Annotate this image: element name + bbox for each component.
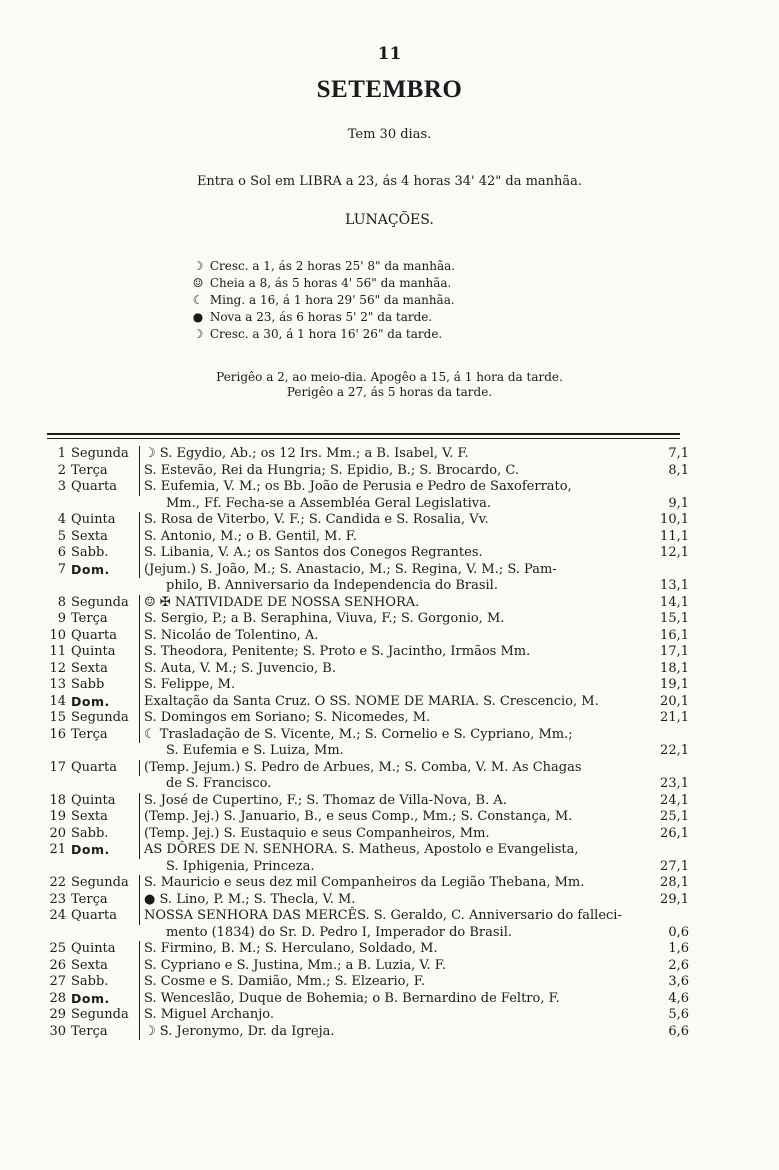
day-description [140,628,643,645]
day-number: 12 [49,660,66,676]
day-description [140,1007,643,1024]
day-row [44,595,689,612]
moon-phase-icon: ☽ [144,446,160,461]
saints-text: S. Cosme e S. Damião, Mm.; S. Elzeario, F. [144,974,425,989]
moon-age-value: 26,1 [660,825,689,841]
day-number: 11 [49,644,66,659]
saints-text-continued: mento (1834) do Sr. D. Pedro I, Imperador do Brasil. [166,924,513,940]
lunations-list [190,258,550,343]
saints-text: Exaltação da Santa Cruz. O SS. NOME DE MARIA. S. Crescencio, M. [144,693,599,709]
day-number: 19 [49,809,66,824]
day-description [140,694,643,711]
weekday: Sexta [66,529,140,546]
day-number: 15 [49,710,66,725]
weekday: Dom. [66,991,140,1008]
saints-text: S. Domingos em Soriano; S. Nicomedes, M. [144,710,431,725]
day-description [140,545,643,562]
moon-phase-icon: ● [144,891,160,907]
moon-age-value: 22,1 [660,743,689,758]
day-description [140,892,643,909]
saints-text: (Temp. Jej.) S. Januario, B., e seus Comp., Mm.; S. Constança, M. [144,809,573,824]
saints-text: S. Firmino, B. M.; S. Herculano, Soldado, M. [144,941,438,956]
day-number: 30 [49,1023,66,1039]
saints-text: (Jejum.) S. João, M.; S. Anastacio, M.; S. Regina, V. M.; S. Pam- [144,561,557,577]
saints-text: S. Felippe, M. [144,677,236,692]
moon-age-value: 15,1 [660,611,689,626]
moon-age-value: 9,1 [668,495,689,511]
moon-age-value: 20,1 [660,693,689,709]
day-number: 27 [49,974,66,989]
day-number: 7 [57,561,66,577]
moon-age-value: 11,1 [660,528,689,544]
moon-age-value: 0,6 [668,924,689,940]
lunation-row [190,275,550,292]
day-row [44,562,689,595]
saints-text: S. Estevão, Rei da Hungria; S. Epidio, B.; S. Brocardo, C. [144,462,520,478]
day-number: 22 [49,875,66,890]
moon-age-value: 13,1 [660,578,689,593]
moon-age-value: 7,1 [668,446,689,461]
day-row [44,760,689,793]
lunation-row [190,309,550,326]
saints-text: S. Jeronymo, Dr. da Igreja. [159,1023,335,1039]
saints-text: S. José de Cupertino, F.; S. Thomaz de Villa-Nova, B. A. [144,792,507,808]
saints-text: S. Libania, V. A.; os Santos dos Conegos Regrantes. [144,545,483,560]
saints-text: S. Lino, P. M.; S. Thecla, V. M. [159,891,356,907]
moon-age-value: 29,1 [660,891,689,907]
day-row [44,974,689,991]
day-description [140,875,643,892]
day-number: 1 [57,446,66,461]
saints-text: S. Eufemia, V. M.; os Bb. João de Perusia e Pedro de Saxoferrato, [144,479,572,494]
lunation-text: Cresc. a 30, á 1 hora 16' 26" da tarde. [206,327,443,341]
weekday: Terça [66,1024,140,1041]
saints-text: S. Nicoláo de Tolentino, A. [144,627,319,643]
moon-age-value: 27,1 [660,858,689,874]
moon-age-value: 17,1 [660,644,689,659]
saints-text: S. Theodora, Penitente; S. Proto e S. Jacintho, Irmãos Mm. [144,644,531,659]
saints-text: (Temp. Jejum.) S. Pedro de Arbues, M.; S. Comba, V. M. As Chagas [144,759,582,775]
day-number: 5 [57,528,66,544]
weekday: Segunda [66,595,140,612]
moon-age-value: 18,1 [660,660,689,676]
weekday: Quarta [66,760,140,777]
day-number: 21 [49,842,66,857]
saints-text-continued: de S. Francisco. [166,776,272,791]
weekday: Terça [66,611,140,628]
day-description [140,941,643,958]
page-number: 11 [377,44,402,64]
saints-text: S. Auta, V. M.; S. Juvencio, B. [144,660,336,676]
day-description [140,661,643,678]
table-rule-bottom [47,438,680,439]
day-description [140,463,643,480]
day-row [44,512,689,529]
moon-age-value: 12,1 [660,545,689,560]
moon-age-value: 16,1 [660,627,689,643]
weekday: Dom. [66,562,140,579]
day-description [140,958,643,975]
moon-phase-icon: ☾ [144,726,160,742]
moon-age-value: 28,1 [660,875,689,890]
saints-text: S. Miguel Archanjo. [144,1007,274,1022]
day-number: 29 [49,1007,66,1022]
day-row [44,611,689,628]
moon-age-value: 5,6 [668,1007,689,1022]
moon-age-value: 23,1 [660,776,689,791]
day-number: 9 [57,611,66,626]
day-description [140,991,643,1008]
day-description [140,644,643,661]
day-number: 6 [57,545,66,560]
day-description [140,1024,643,1041]
day-row [44,661,689,678]
day-row [44,892,689,909]
day-description [140,512,643,529]
day-description [140,974,643,991]
moon-age-value: 14,1 [660,594,689,610]
day-row [44,727,689,760]
lunation-text: Cheia a 8, ás 5 horas 4' 56" da manhãa. [206,276,452,290]
saints-text-continued: S. Iphigenia, Princeza. [166,858,315,874]
lunation-text: Nova a 23, ás 6 horas 5' 2" da tarde. [206,310,433,324]
saints-text-continued: S. Eufemia e S. Luiza, Mm. [166,743,344,758]
day-number: 23 [49,891,66,907]
day-row [44,842,689,875]
day-row [44,1024,689,1041]
apsis-line: Perigêo a 27, ás 5 horas da tarde. [286,385,493,399]
day-row [44,991,689,1008]
saints-text: S. Egydio, Ab.; os 12 Irs. Mm.; a B. Isabel, V. F. [159,446,469,461]
day-number: 13 [49,677,66,692]
day-description [140,826,643,843]
day-row [44,958,689,975]
day-description [140,611,643,628]
day-description [140,793,643,810]
day-description [140,727,643,760]
moon-age-value: 6,6 [668,1023,689,1039]
weekday: Sexta [66,661,140,678]
last-quarter-moon-icon: ☾ [192,293,204,307]
day-row [44,545,689,562]
day-number: 14 [49,693,66,709]
apsis-line: Perigêo a 2, ao meio-dia. Apogêo a 15, á 1 hora da tarde. [216,370,563,384]
lunation-text: Ming. a 16, á 1 hora 29' 56" da manhãa. [206,293,455,307]
weekday: Sabb. [66,974,140,991]
day-description [140,809,643,826]
moon-age-value: 24,1 [660,792,689,808]
day-row [44,644,689,661]
saints-text: Trasladação de S. Vicente, M.; S. Cornelio e S. Cypriano, Mm.; [159,726,573,742]
saints-text: AS DÔRES DE N. SENHORA. S. Matheus, Apostolo e Evangelista, [144,842,579,857]
moon-phase-icon: ☽ [144,1023,160,1039]
weekday: Quinta [66,644,140,661]
day-row [44,908,689,941]
day-row [44,479,689,512]
day-number: 24 [49,908,66,923]
day-number: 18 [49,792,66,808]
moon-age-value: 10,1 [660,512,689,527]
weekday: Terça [66,892,140,909]
weekday: Segunda [66,875,140,892]
saints-text: S. Mauricio e seus dez mil Companheiros da Legião Thebana, Mm. [144,875,585,890]
saints-text: NATIVIDADE DE NOSSA SENHORA. [174,594,420,610]
day-number: 10 [49,627,66,643]
lunation-row [190,258,550,275]
saints-text: NOSSA SENHORA DAS MERCÊS. S. Geraldo, C. Anniversario do falleci- [144,908,622,923]
day-description [140,595,643,612]
table-rule-top [47,433,680,435]
day-number: 17 [49,759,66,775]
weekday: Terça [66,463,140,480]
day-row [44,710,689,727]
day-row [44,446,689,463]
weekday: Sabb. [66,545,140,562]
moon-phase-icon: ☺ ✠ [144,594,175,610]
day-number: 26 [49,957,66,973]
new-moon-icon: ● [192,310,204,324]
moon-age-value: 21,1 [660,710,689,725]
moon-age-value: 25,1 [660,809,689,824]
day-description [140,710,643,727]
day-row [44,826,689,843]
apsis-notes [0,370,779,400]
weekday: Quinta [66,512,140,529]
day-row [44,463,689,480]
day-description [140,446,643,463]
moon-age-value: 1,6 [668,941,689,956]
day-number: 25 [49,941,66,956]
day-row [44,529,689,546]
weekday: Quarta [66,908,140,925]
month-title: SETEMBRO [316,76,463,103]
day-row [44,628,689,645]
day-number: 8 [57,594,66,610]
saints-text: S. Wenceslão, Duque de Bohemia; o B. Bernardino de Feltro, F. [144,990,560,1006]
day-number: 4 [57,512,66,527]
day-row [44,793,689,810]
moon-age-value: 19,1 [660,677,689,692]
day-number: 3 [57,479,66,494]
weekday: Quarta [66,628,140,645]
lunation-text: Cresc. a 1, ás 2 horas 25' 8" da manhãa. [206,259,456,273]
day-description [140,677,643,694]
weekday: Sabb [66,677,140,694]
weekday: Terça [66,727,140,744]
day-row [44,677,689,694]
saints-text-continued: Mm., Ff. Fecha-se a Assembléa Geral Legislativa. [166,495,491,511]
day-number: 20 [49,825,66,841]
day-row [44,1007,689,1024]
saints-text: S. Rosa de Viterbo, V. F.; S. Candida e S. Rosalia, Vv. [144,512,489,527]
day-row [44,941,689,958]
moon-age-value: 4,6 [668,990,689,1006]
day-description [140,842,643,875]
saints-calendar-table [44,446,689,1040]
weekday: Quarta [66,479,140,496]
day-number: 28 [49,990,66,1006]
day-number: 16 [49,726,66,742]
day-description [140,760,643,793]
saints-text: (Temp. Jej.) S. Eustaquio e seus Companheiros, Mm. [144,825,490,841]
days-count-line: Tem 30 dias. [347,127,432,142]
weekday: Dom. [66,842,140,859]
weekday: Segunda [66,446,140,463]
lunation-row [190,326,550,343]
sun-entry-line: Entra o Sol em LIBRA a 23, ás 4 horas 34' 42" da manhãa. [196,174,583,189]
first-quarter-moon-icon: ☽ [192,327,204,341]
day-row [44,694,689,711]
first-quarter-moon-icon: ☽ [192,259,204,273]
lunation-row [190,292,550,309]
day-description [140,479,643,512]
day-description [140,529,643,546]
day-description [140,908,643,941]
day-description [140,562,643,595]
day-row [44,809,689,826]
full-moon-icon: ☺ [192,276,204,290]
weekday: Quinta [66,941,140,958]
saints-text: S. Sergio, P.; a B. Seraphina, Viuva, F.; S. Gorgonio, M. [144,611,505,626]
weekday: Dom. [66,694,140,711]
weekday: Sexta [66,958,140,975]
weekday: Sabb. [66,826,140,843]
moon-age-value: 3,6 [668,974,689,989]
moon-age-value: 8,1 [668,462,689,478]
lunations-title: LUNAÇÕES. [345,212,434,228]
saints-text: S. Antonio, M.; o B. Gentil, M. F. [144,528,357,544]
weekday: Sexta [66,809,140,826]
weekday: Segunda [66,710,140,727]
weekday: Segunda [66,1007,140,1024]
day-row [44,875,689,892]
saints-text: S. Cypriano e S. Justina, Mm.; a B. Luzia, V. F. [144,957,446,973]
saints-text-continued: philo, B. Anniversario da Independencia do Brasil. [166,578,498,593]
moon-age-value: 2,6 [668,957,689,973]
weekday: Quinta [66,793,140,810]
day-number: 2 [57,462,66,478]
